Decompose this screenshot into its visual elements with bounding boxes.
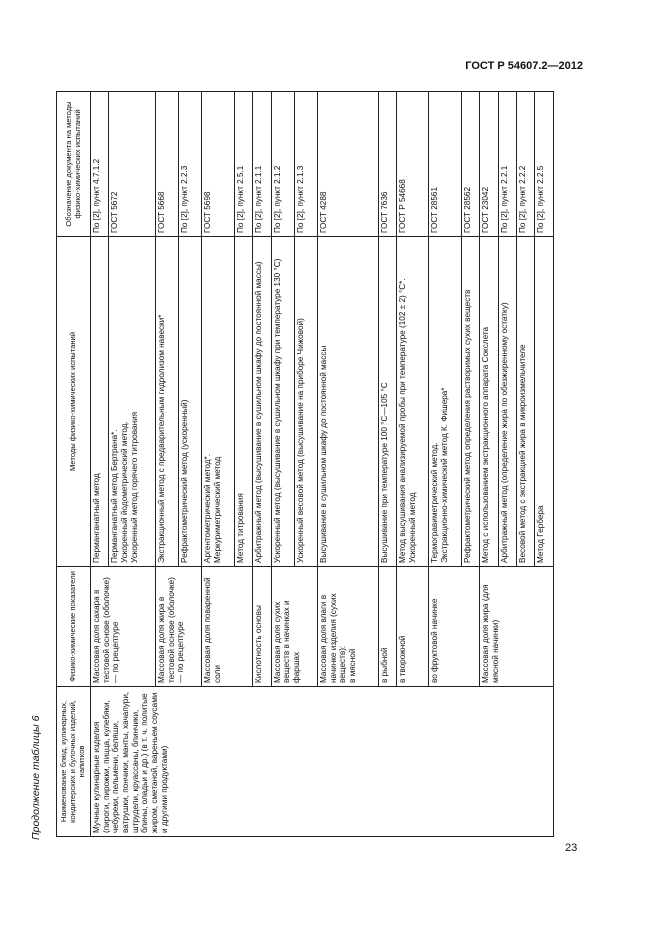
method-cell: Экстракционный метод с предварительным гидролизом навески* (155, 237, 178, 567)
indicator-cell: Массовая доля влаги в начинке изделия (сухих веществ): в мясной (318, 567, 379, 687)
doc-cell: По [2], пункт 2.2.1 (498, 92, 516, 237)
table-header-row (57, 92, 91, 837)
document-code: ГОСТ Р 54607.2—2012 (465, 60, 583, 72)
method-cell: Ускоренный весовой метод (высушивание на приборе Чижовой) (294, 237, 317, 567)
doc-cell: По [2], пункт 4.7.1.2 (91, 92, 109, 237)
header-product: Наименование блюд, кулинарных, кондитерских и булочных изделий, напитков (57, 687, 91, 837)
method-cell: Метод титрования (234, 237, 252, 567)
header-document: Обозначение документа на методы физико-химических испытаний (57, 92, 91, 237)
indicator-cell: в творожной (396, 567, 428, 687)
doc-cell: ГОСТ 4288 (318, 92, 379, 237)
doc-cell: ГОСТ 23042 (480, 92, 498, 237)
doc-cell: ГОСТ 7636 (378, 92, 396, 237)
indicator-cell: Массовая доля сахара в тестовой основе (оболочке) — по рецептуре (91, 567, 156, 687)
indicator-cell: в рыбной (378, 567, 396, 687)
methods-table (56, 91, 554, 837)
table-row (91, 92, 109, 837)
indicator-cell: Кислотность основы (253, 567, 271, 687)
indicator-cell: Массовая доля поваренной соли (202, 567, 253, 687)
method-cell: Арбитражный метод (определение жира по обезжиренному остатку) (498, 237, 516, 567)
rotated-table-container (56, 92, 554, 837)
product-name: Мучные кулинарные изделия (пироги, пирожки, пицца, кулебяки, чебуреки, пельмени, беляши, ватрушки, пончики, манты, хачапури, штрудели, круассаны, блинчики, блины, оладьи и др.) (в т. ч. политые жиром, сметаной, вареньем соусами и другими продуктами) (91, 687, 554, 837)
doc-cell: ГОСТ Р 54668 (396, 92, 428, 237)
doc-cell: ГОСТ 5672 (109, 92, 155, 237)
doc-cell: По [2], пункт 2.1.2 (271, 92, 294, 237)
method-cell: Перманганатный метод Бертрана*. Ускоренный йодометрический метод. Ускоренный метод горячего титрования (109, 237, 155, 567)
indicator-cell: Массовая доля жира в тестовой основе (оболочке) — по рецептуре (155, 567, 201, 687)
method-cell: Весовой метод с экстракцией жира в микроизмельчителе (517, 237, 535, 567)
doc-cell: ГОСТ 28562 (461, 92, 479, 237)
doc-cell: По [2], пункт 2.1.1 (253, 92, 271, 237)
method-cell: Рефрактометрический метод определения растворимых сухих веществ (461, 237, 479, 567)
doc-cell: По [2], пункт 2.2.5 (535, 92, 554, 237)
doc-cell: По [2], пункт 2.5.1 (234, 92, 252, 237)
method-cell: Высушивание в сушильном шкафу до постоянной массы (318, 237, 379, 567)
method-cell: Высушивание при температуре 100 °C—105 °C (378, 237, 396, 567)
method-cell: Термогравиметрический метод. Экстракционно-химический метод К. Фишера* (429, 237, 461, 567)
indicator-cell: Массовая доля сухих веществ в начинках и фаршах (271, 567, 317, 687)
indicator-cell: Массовая доля жира (для мясной начинки) (480, 567, 554, 687)
method-cell: Рефрактометрический метод (ускоренный) (179, 237, 202, 567)
table-continuation-caption: Продолжение таблицы 6 (30, 715, 42, 840)
doc-cell: ГОСТ 5698 (202, 92, 234, 237)
doc-cell: По [2], пункт 2.2.2 (517, 92, 535, 237)
method-cell: Перманганатный метод (91, 237, 109, 567)
header-indicator: Физико-химические показатели (57, 567, 91, 687)
indicator-cell: во фруктовой начинке (429, 567, 480, 687)
method-cell: Аргентометрический метод*. Меркуриметрический метод (202, 237, 234, 567)
page-number: 23 (565, 842, 578, 854)
doc-cell: ГОСТ 28561 (429, 92, 461, 237)
doc-cell: ГОСТ 5668 (155, 92, 178, 237)
doc-cell: По [2], пункт 2.1.3 (294, 92, 317, 237)
method-cell: Метод высушивания анализируемой пробы при температуре (102 ± 2) °C*. Ускоренный метод (396, 237, 428, 567)
method-cell: Арбитражный метод (высушивание в сушильном шкафу до постоянной массы) (253, 237, 271, 567)
method-cell: Ускоренный метод (высушивание в сушильном шкафу при температуре 130 °C) (271, 237, 294, 567)
method-cell: Метод Гербера (535, 237, 554, 567)
doc-cell: По [2], пункт 2.2.3 (179, 92, 202, 237)
header-method: Методы физико-химических испытаний (57, 237, 91, 567)
method-cell: Метод с использованием экстракционного аппарата Сокслета (480, 237, 498, 567)
